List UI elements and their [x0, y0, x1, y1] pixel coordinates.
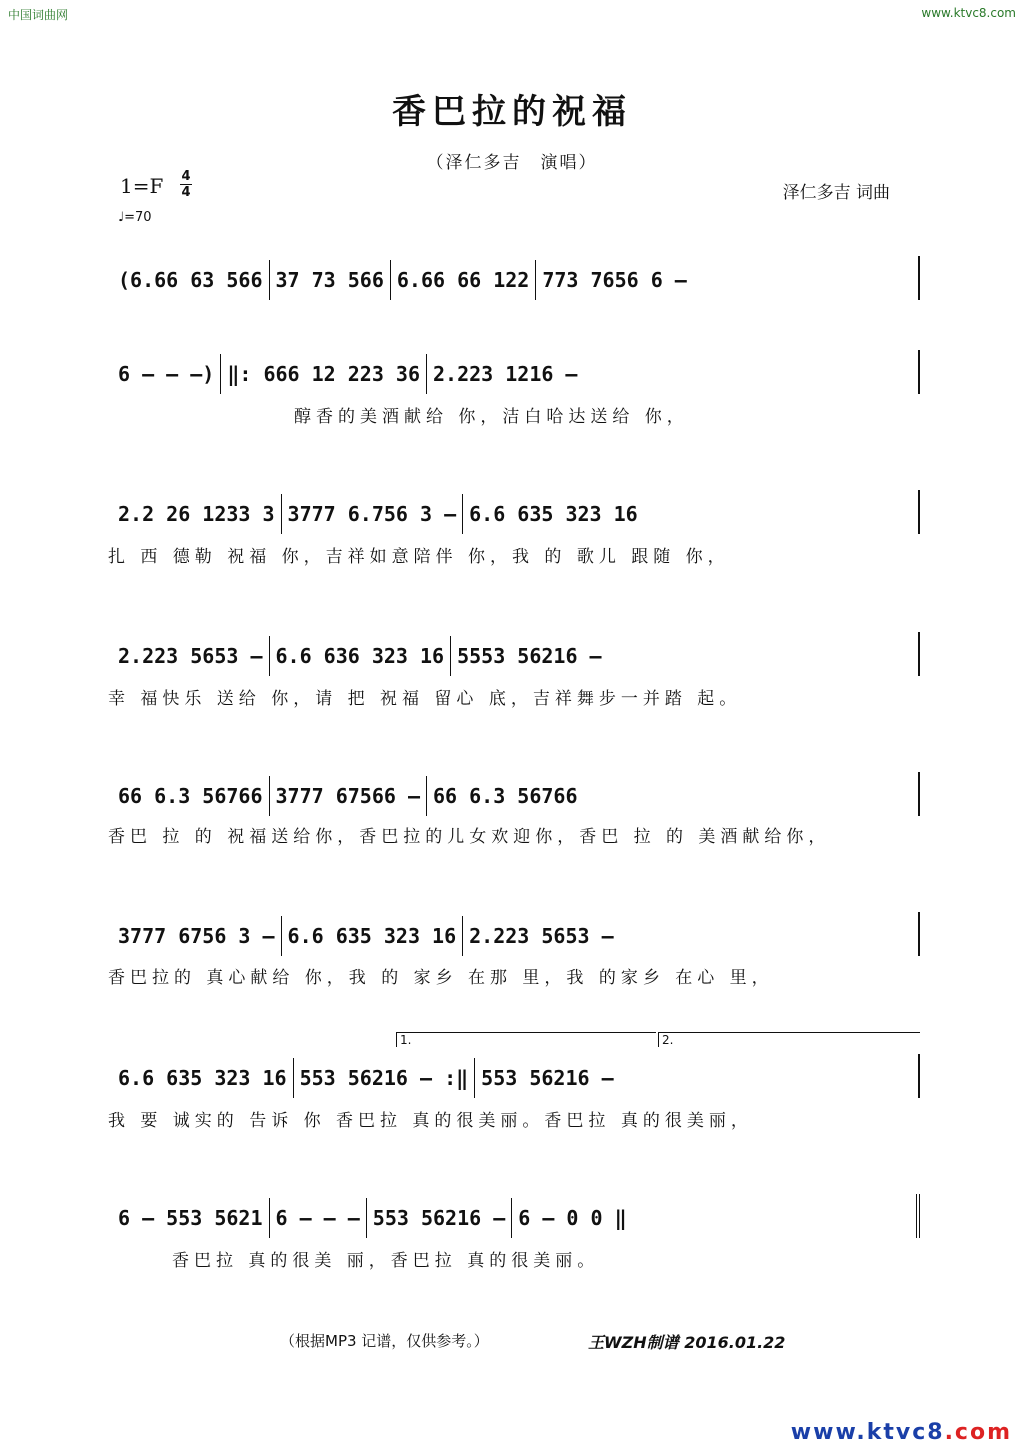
staff-system — [108, 912, 920, 956]
measure: 553 56216 – — [367, 1198, 512, 1238]
time-signature-top: 4 — [181, 169, 191, 184]
song-title: 香巴拉的祝福 — [392, 92, 632, 132]
volta-bracket-second: 2. — [658, 1032, 920, 1047]
staff-system — [108, 350, 920, 394]
time-signature — [180, 170, 192, 199]
lyricist-composer: 泽仁多吉 词曲 — [782, 183, 890, 203]
measure: 3777 67566 – — [270, 776, 428, 816]
measure: 6.6 636 323 16 — [270, 636, 452, 676]
measure: (6.66 63 566 — [112, 260, 270, 300]
site-url-right: www.ktvc8.com — [921, 6, 1016, 20]
watermark-tail: .com — [944, 1420, 1012, 1445]
measure: 66 6.3 56766 — [112, 776, 270, 816]
measure: 6.6 635 323 16 — [282, 916, 464, 956]
measure: ‖: 666 12 223 36 — [221, 354, 427, 394]
measure: 2.223 5653 – — [112, 636, 270, 676]
volta-bracket-first: 1. — [396, 1032, 656, 1047]
lyric-line: 幸 福快乐 送给 你，请 把 祝福 留心 底，吉祥舞步一并踏 起。 — [108, 689, 742, 709]
measure: 6 – – – — [270, 1198, 367, 1238]
measure: 553 56216 – :‖ — [294, 1058, 476, 1098]
lyric-line: 我 要 诚实的 告诉 你 香巴拉 真的很美丽。香巴拉 真的很美丽， — [108, 1111, 753, 1131]
measure: 66 6.3 56766 — [433, 783, 578, 808]
measure: 2.2 26 1233 3 — [112, 494, 282, 534]
arranger-credit: 王WZH制谱 2016.01.22 — [588, 1333, 786, 1352]
watermark-main: www.ktvc8 — [790, 1420, 945, 1445]
measure: 6.6 635 323 16 — [469, 501, 638, 526]
staff-system — [108, 632, 920, 676]
song-subtitle: （泽仁多吉 演唱） — [426, 153, 598, 173]
staff-system — [108, 1054, 920, 1098]
lyric-line: 扎 西 德勒 祝福 你，吉祥如意陪伴 你，我 的 歌儿 跟随 你， — [108, 547, 730, 567]
staff-system — [108, 1194, 920, 1238]
tempo-marking: ♩=70 — [118, 210, 152, 225]
lyric-line: 香巴拉 真的很美 丽，香巴拉 真的很美丽。 — [172, 1251, 600, 1271]
measure: 2.223 5653 – — [469, 923, 614, 948]
lyric-line: 香巴拉的 真心献给 你，我 的 家乡 在那 里，我 的家乡 在心 里， — [108, 968, 774, 988]
watermark-logo — [791, 1420, 1012, 1445]
time-signature-bottom: 4 — [181, 185, 191, 200]
lyric-line: 醇香的美酒献给 你，洁白哈达送给 你， — [294, 407, 689, 427]
measure: 773 7656 6 – — [542, 267, 687, 292]
site-name-left: 中国词曲网 — [8, 8, 69, 22]
lyric-line: 香巴 拉 的 祝福送给你，香巴拉的儿女欢迎你，香巴 拉 的 美酒献给你， — [108, 827, 831, 847]
staff-system — [108, 256, 920, 300]
measure: 3777 6756 3 – — [112, 916, 282, 956]
key-signature: 1=F — [120, 174, 164, 198]
measure: 2.223 1216 – — [432, 361, 578, 386]
staff-system — [108, 772, 920, 816]
staff-system — [108, 490, 920, 534]
measure: 553 56216 – — [481, 1065, 614, 1090]
measure: 6.6 635 323 16 — [112, 1058, 294, 1098]
transcription-note: （根据MP3 记谱，仅供参考。） — [280, 1332, 489, 1350]
measure: 37 73 566 — [270, 260, 391, 300]
measure: 3777 6.756 3 – — [282, 494, 464, 534]
measure: 6 – – –) — [112, 354, 221, 394]
measure: 6 – 0 0 ‖ — [518, 1205, 627, 1230]
measure: 6.66 66 122 — [391, 260, 536, 300]
measure: 6 – 553 5621 — [112, 1198, 270, 1238]
measure: 5553 56216 – — [457, 643, 602, 668]
